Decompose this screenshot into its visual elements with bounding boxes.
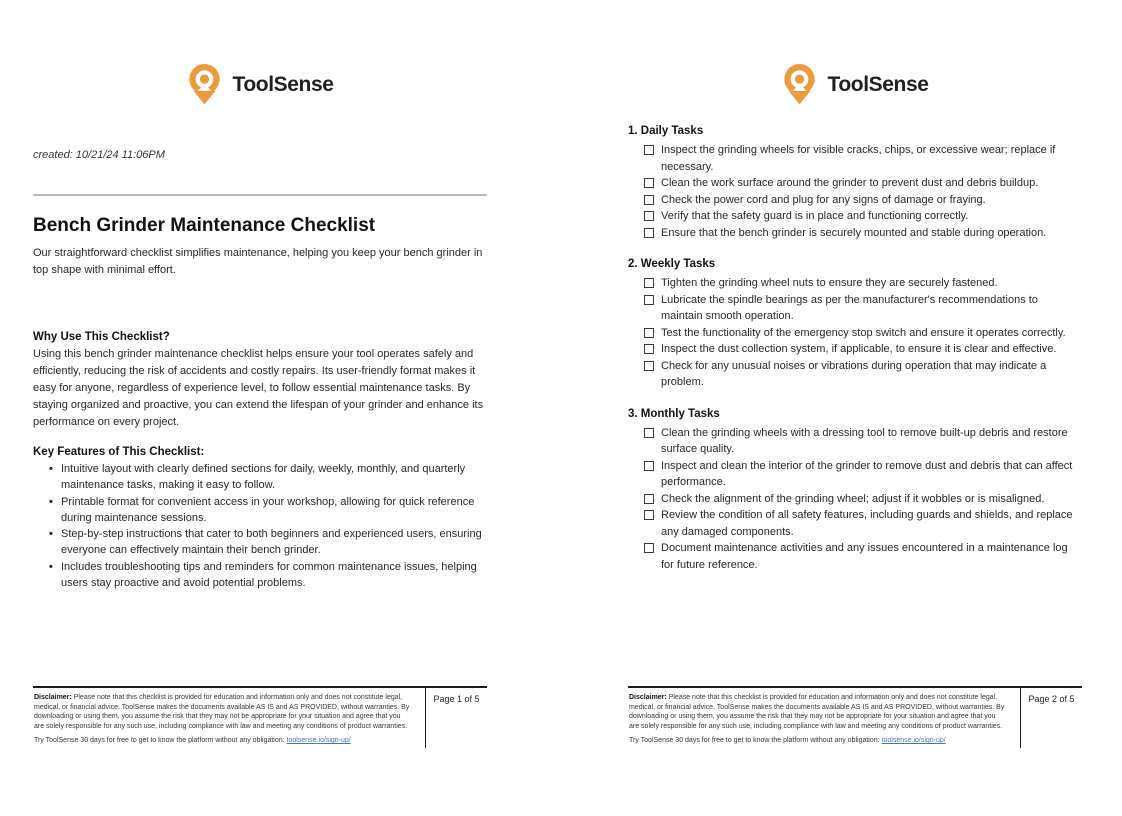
features-heading: Key Features of This Checklist: (33, 446, 205, 458)
task-checkbox[interactable] (644, 211, 654, 221)
task-checkbox[interactable] (644, 145, 654, 155)
page-title: Bench Grinder Maintenance Checklist (33, 215, 376, 236)
page-number: Page 1 of 5 (425, 688, 487, 748)
feature-text: Step-by-step instructions that cater to both beginners and experienced users, ensuring everyone can effectively maintain their bench grinder. (61, 528, 482, 557)
document-page-2 (628, 0, 1082, 816)
trial-offer: Try ToolSense 30 days for free to get to know the platform without any obligation: toolsense.io/sign-up/ (629, 737, 946, 744)
checklist-item (628, 491, 1082, 508)
footer-disclaimer (628, 688, 1020, 748)
task-label: Document maintenance activities and any issues encountered in a maintenance log for future reference. (661, 542, 1068, 571)
location-pin-icon (781, 62, 818, 108)
signup-link[interactable]: toolsense.io/sign-up/ (286, 737, 351, 744)
toolsense-logo (628, 62, 1082, 108)
feature-text: Printable format for convenient access in your workshop, allowing for quick reference during maintenance sessions. (61, 495, 475, 524)
list-item (33, 461, 487, 494)
checklist-item (628, 225, 1082, 242)
footer-disclaimer (33, 688, 425, 748)
why-body: Using this bench grinder maintenance checklist helps ensure your tool operates safely and efficiently, reducing the risk of accidents and costly repairs. Its user-friendly format makes it easy for anyone, regardless of experience level, to follow essential maintenance tasks. By staying organized and proactive, you can extend the lifespan of your grinder and enhance its performance on every project. (33, 348, 484, 428)
disclaimer-label: Disclaimer: (34, 694, 72, 701)
task-label: Verify that the safety guard is in place and functioning correctly. (661, 210, 969, 222)
brand-wordmark: ToolSense (827, 73, 929, 96)
section-heading: 1. Daily Tasks (628, 125, 704, 137)
checklist-item (628, 358, 1082, 391)
task-checkbox[interactable] (644, 344, 654, 354)
feature-text: Intuitive layout with clearly defined sections for daily, weekly, monthly, and quarterly maintenance tasks, making it easy to follow. (61, 463, 466, 492)
list-item (33, 494, 487, 527)
section-heading: 2. Weekly Tasks (628, 258, 716, 270)
page-footer (33, 686, 487, 748)
disclaimer-text: Disclaimer: Please note that this checklist is provided for education and information only and does not constitute legal, medical, or financial advice. ToolSense makes the documents available AS IS and AS PROVIDED, without warranties. By downloading or using them, you assume the risk that they may not be appropriate for your situation and agree that you are solely responsible for any such use, including compliance with law and meeting any conditions of product warranties. (34, 694, 410, 730)
task-label: Inspect the grinding wheels for visible cracks, chips, or excessive wear; replace if necessary. (661, 144, 1056, 173)
section-monthly-tasks (628, 407, 1082, 574)
task-label: Lubricate the spindle bearings as per the manufacturer's recommendations to maintain smooth operation. (661, 293, 1038, 322)
checklist-item (628, 175, 1082, 192)
checklist-item (628, 208, 1082, 225)
document-page-1 (33, 0, 487, 816)
section-weekly-tasks (628, 257, 1082, 391)
location-pin-icon (186, 62, 223, 108)
task-checkbox[interactable] (644, 428, 654, 438)
task-label: Inspect the dust collection system, if applicable, to ensure it is clear and effective. (661, 343, 1057, 355)
task-label: Test the functionality of the emergency stop switch and ensure it operates correctly. (661, 326, 1066, 339)
checklist-item (628, 325, 1082, 342)
task-label: Review the condition of all safety features, including guards and shields, and replace any damaged components. (661, 509, 1073, 538)
disclaimer-text: Disclaimer: Please note that this checklist is provided for education and information only and does not constitute legal, medical, or financial advice. ToolSense makes the documents available AS IS and AS PROVIDED, without warranties. By downloading or using them, you assume the risk that they may not be appropriate for your situation and agree that you are solely responsible for any such use, including compliance with law and meeting any conditions of product warranties. (629, 694, 1005, 730)
task-checkbox[interactable] (644, 494, 654, 504)
checklist-item (628, 507, 1082, 540)
list-item (33, 526, 487, 559)
task-checkbox[interactable] (644, 328, 654, 338)
created-date: created: 10/21/24 11:06PM (33, 149, 165, 161)
task-checkbox[interactable] (644, 178, 654, 188)
task-checkbox[interactable] (644, 295, 654, 305)
signup-link[interactable]: toolsense.io/sign-up/ (881, 737, 946, 744)
checklist-item (628, 341, 1082, 358)
task-checkbox[interactable] (644, 510, 654, 520)
task-checkbox[interactable] (644, 543, 654, 553)
task-label: Clean the grinding wheels with a dressing tool to remove built-up debris and restore surface quality. (661, 426, 1068, 455)
feature-text: Includes troubleshooting tips and reminders for common maintenance issues, helping users stay proactive and avoid potential problems. (61, 560, 477, 590)
task-label: Inspect and clean the interior of the grinder to remove dust and debris that can affect performance. (661, 459, 1073, 488)
task-checkbox[interactable] (644, 228, 654, 238)
task-label: Check for any unusual noises or vibrations during operation that may indicate a problem. (661, 359, 1047, 388)
task-label: Clean the work surface around the grinder to prevent dust and debris buildup. (661, 177, 1039, 189)
checklist-item (628, 275, 1082, 292)
page-number: Page 2 of 5 (1020, 688, 1082, 748)
horizontal-divider (33, 194, 487, 196)
checklist-item (628, 425, 1082, 458)
checklist-item (628, 292, 1082, 325)
task-label: Tighten the grinding wheel nuts to ensure they are securely fastened. (661, 277, 998, 289)
task-label: Ensure that the bench grinder is securely mounted and stable during operation. (661, 226, 1047, 239)
disclaimer-label: Disclaimer: (629, 694, 667, 701)
task-checkbox[interactable] (644, 361, 654, 371)
task-checkbox[interactable] (644, 461, 654, 471)
list-item (33, 559, 487, 592)
page-subtitle: Our straightforward checklist simplifies maintenance, helping you keep your bench grinder in top shape with minimal effort. (33, 247, 483, 276)
trial-offer: Try ToolSense 30 days for free to get to know the platform without any obligation: toolsense.io/sign-up/ (34, 737, 351, 744)
checklist-item (628, 192, 1082, 209)
toolsense-logo (33, 62, 487, 108)
why-heading: Why Use This Checklist? (33, 331, 170, 343)
checklist-item (628, 458, 1082, 491)
task-checkbox[interactable] (644, 195, 654, 205)
checklist-item (628, 142, 1082, 175)
task-label: Check the power cord and plug for any signs of damage or fraying. (661, 193, 986, 206)
page-footer (628, 686, 1082, 748)
features-list (33, 461, 487, 591)
checklist-item (628, 540, 1082, 573)
section-daily-tasks (628, 124, 1082, 241)
task-checkbox[interactable] (644, 278, 654, 288)
section-heading: 3. Monthly Tasks (628, 407, 720, 420)
brand-wordmark: ToolSense (232, 73, 334, 96)
task-label: Check the alignment of the grinding wheel; adjust if it wobbles or is misaligned. (661, 492, 1045, 505)
